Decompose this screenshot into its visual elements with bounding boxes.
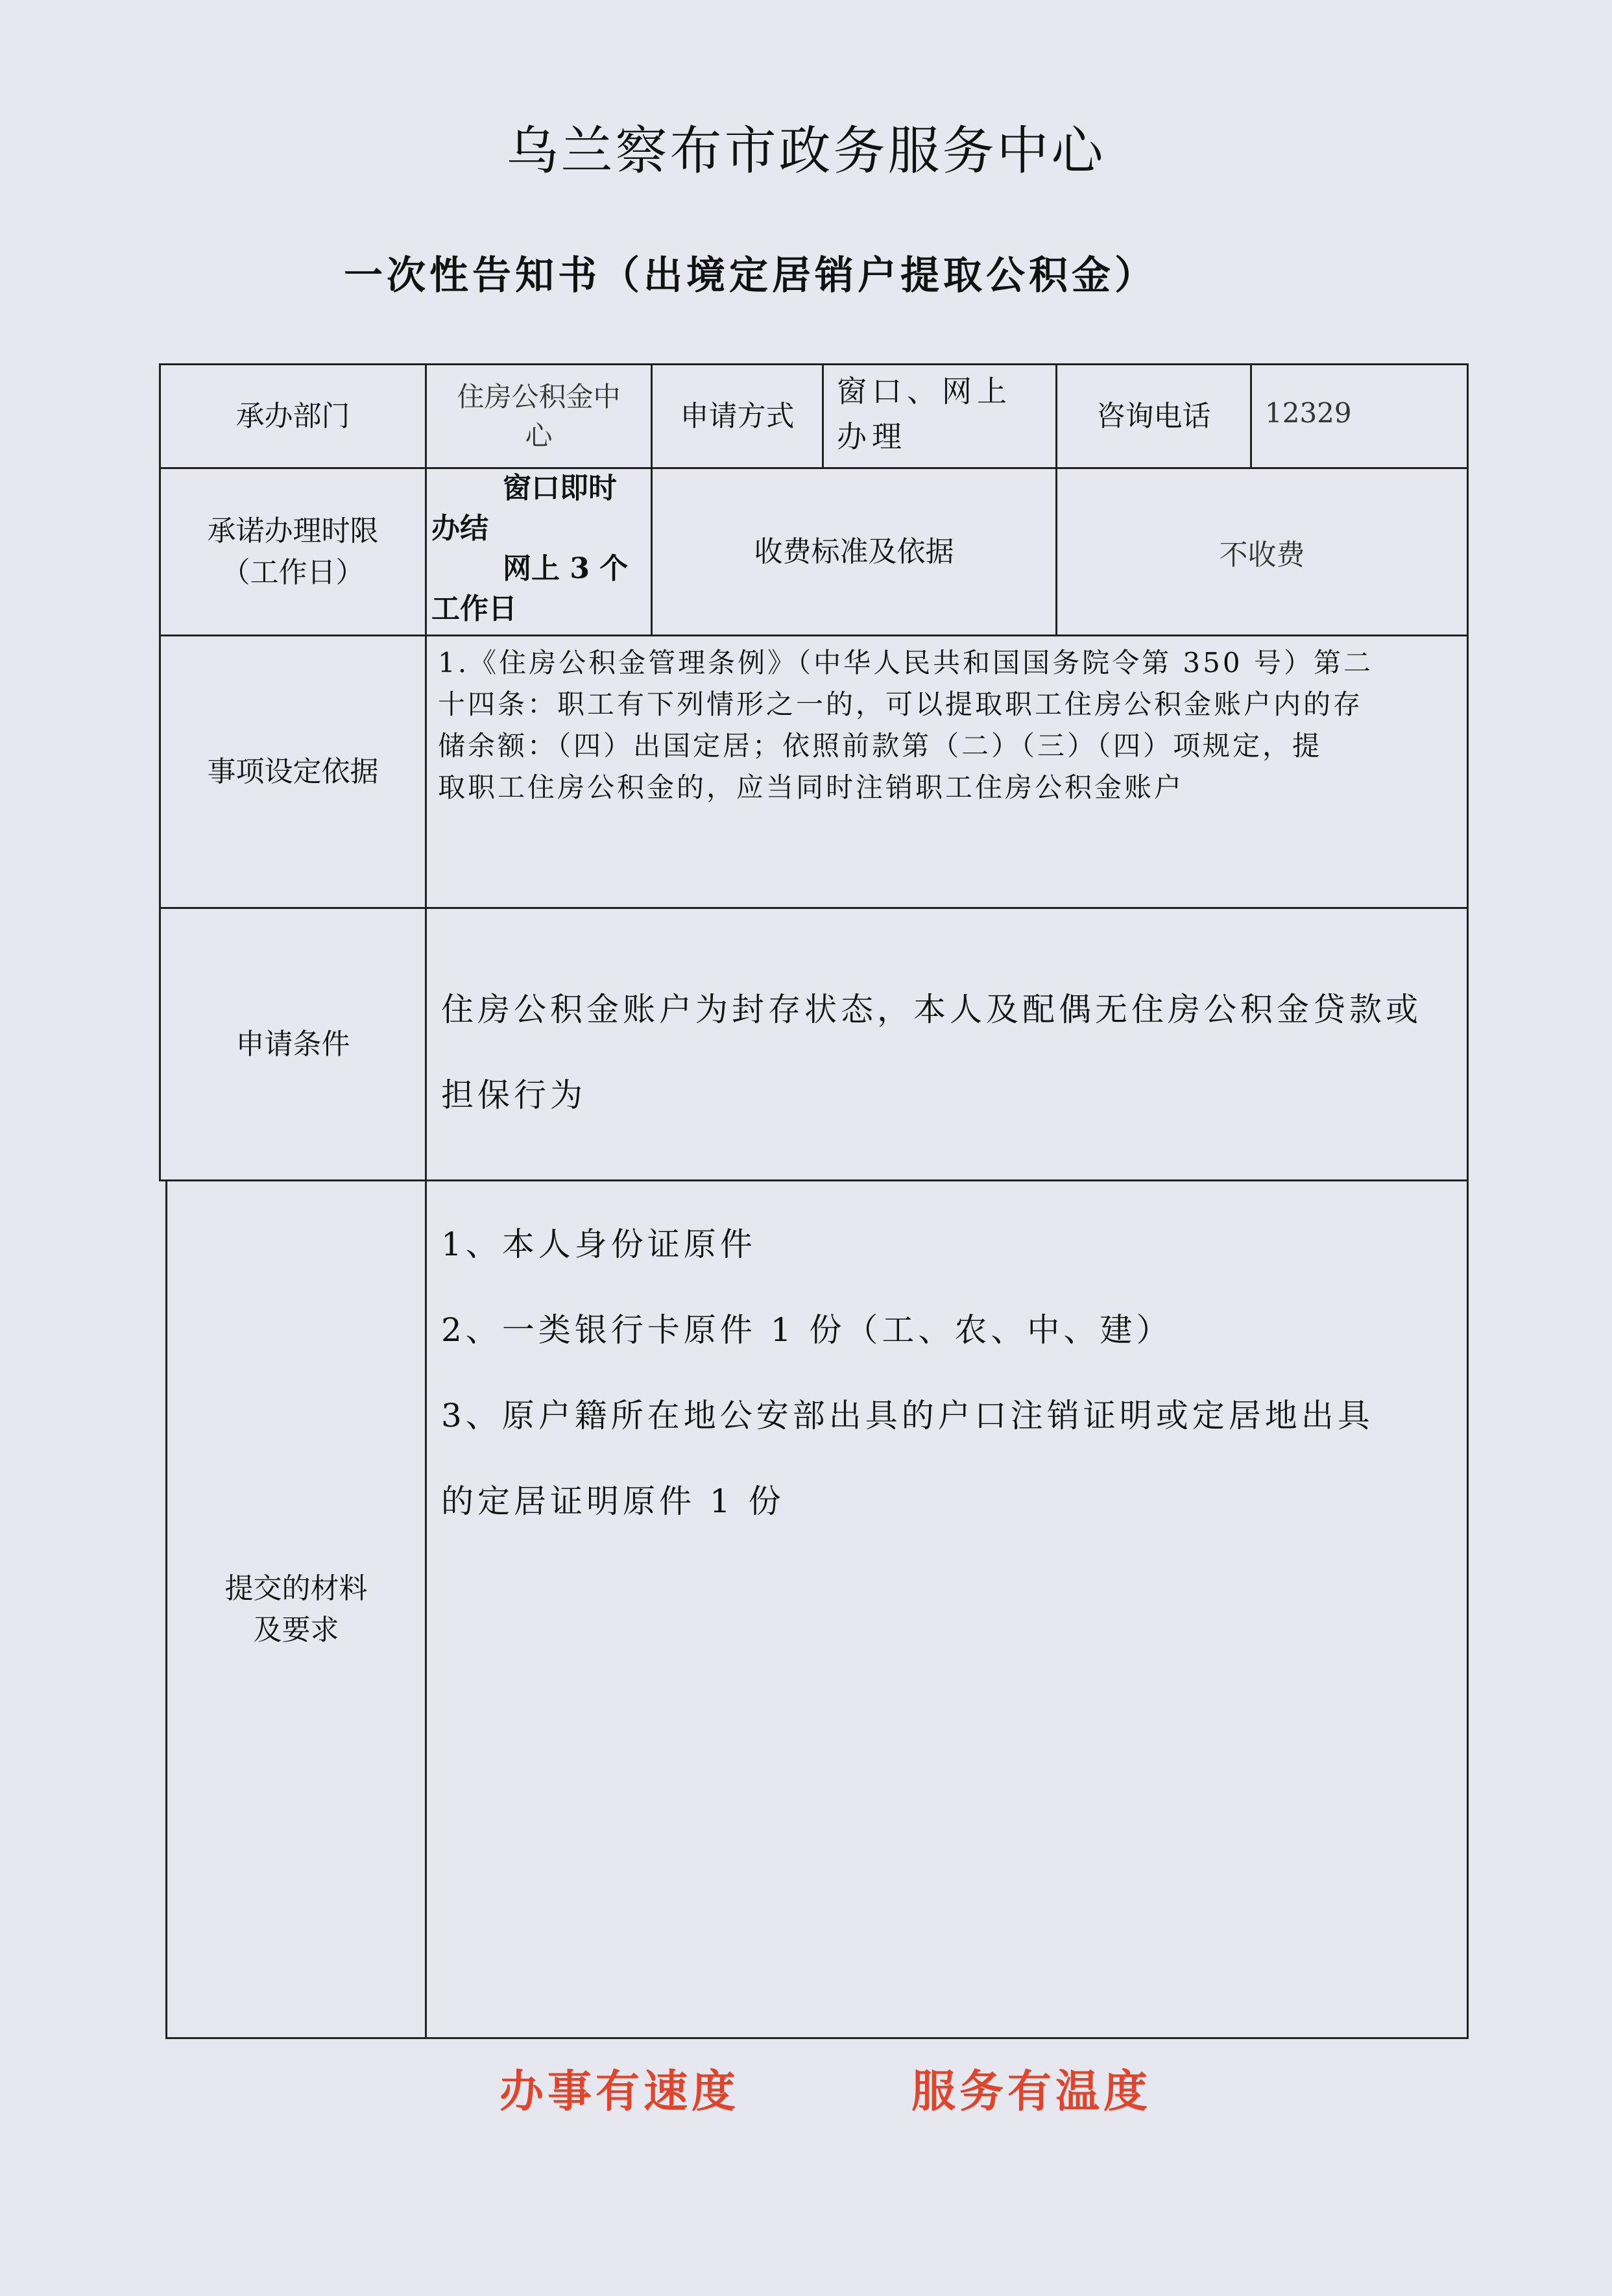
time-limit-value: 窗口即时 办结 网上 3 个 工作日 — [431, 472, 629, 625]
condition-label: 申请条件 — [235, 1027, 350, 1061]
page-title: 乌兰察布市政务服务中心 — [506, 121, 1106, 181]
basis-label: 事项设定依据 — [207, 755, 379, 788]
material-item: 的定居证明原件 1 份 — [441, 1482, 785, 1520]
fee-label: 收费标准及依据 — [754, 535, 954, 568]
table-line — [1467, 363, 1469, 2039]
dept-label: 承办部门 — [235, 399, 350, 433]
basis-text: 1.《住房公积金管理条例》（中华人民共和国国务院令第 350 号）第二 十四条：职工有下列情形之一的，可以提取职工住房公积金账户内的存 储余额：（四）出国定居；依照前款第（二）（三）（四）项规定，提 取职工住房公积金的，应当同时注销职工住房公积金账户 — [438, 647, 1373, 803]
time-limit-label: 承诺办理时限 （工作日） — [207, 514, 379, 589]
dept-value: 住房公积金中 心 — [457, 380, 621, 452]
table-line — [822, 363, 824, 467]
phone-value: 12329 — [1265, 397, 1352, 429]
method-label: 申请方式 — [680, 399, 795, 433]
materials-list — [441, 1202, 1374, 1544]
table-line — [1250, 363, 1252, 467]
slogan-right: 服务有温度 — [911, 2066, 1152, 2118]
method-value: 窗口、网上 办理 — [837, 374, 1012, 454]
slogan-left: 办事有速度 — [499, 2066, 740, 2118]
table-line — [165, 2037, 1469, 2039]
material-item: 1、本人身份证原件 — [441, 1226, 756, 1263]
condition-text: 住房公积金账户为封存状态，本人及配偶无住房公积金贷款或 担保行为 — [441, 991, 1422, 1114]
fee-value: 不收费 — [1219, 538, 1305, 572]
table-line — [425, 363, 427, 2039]
page-subtitle: 一次性告知书（出境定居销户提取公积金） — [344, 253, 1157, 298]
materials-label: 提交的材料 及要求 — [224, 1571, 368, 1647]
material-item: 3、原户籍所在地公安部出具的户口注销证明或定居地出具 — [441, 1397, 1374, 1434]
material-item: 2、一类银行卡原件 1 份（工、农、中、建） — [441, 1311, 1173, 1349]
phone-label: 咨询电话 — [1096, 399, 1211, 433]
